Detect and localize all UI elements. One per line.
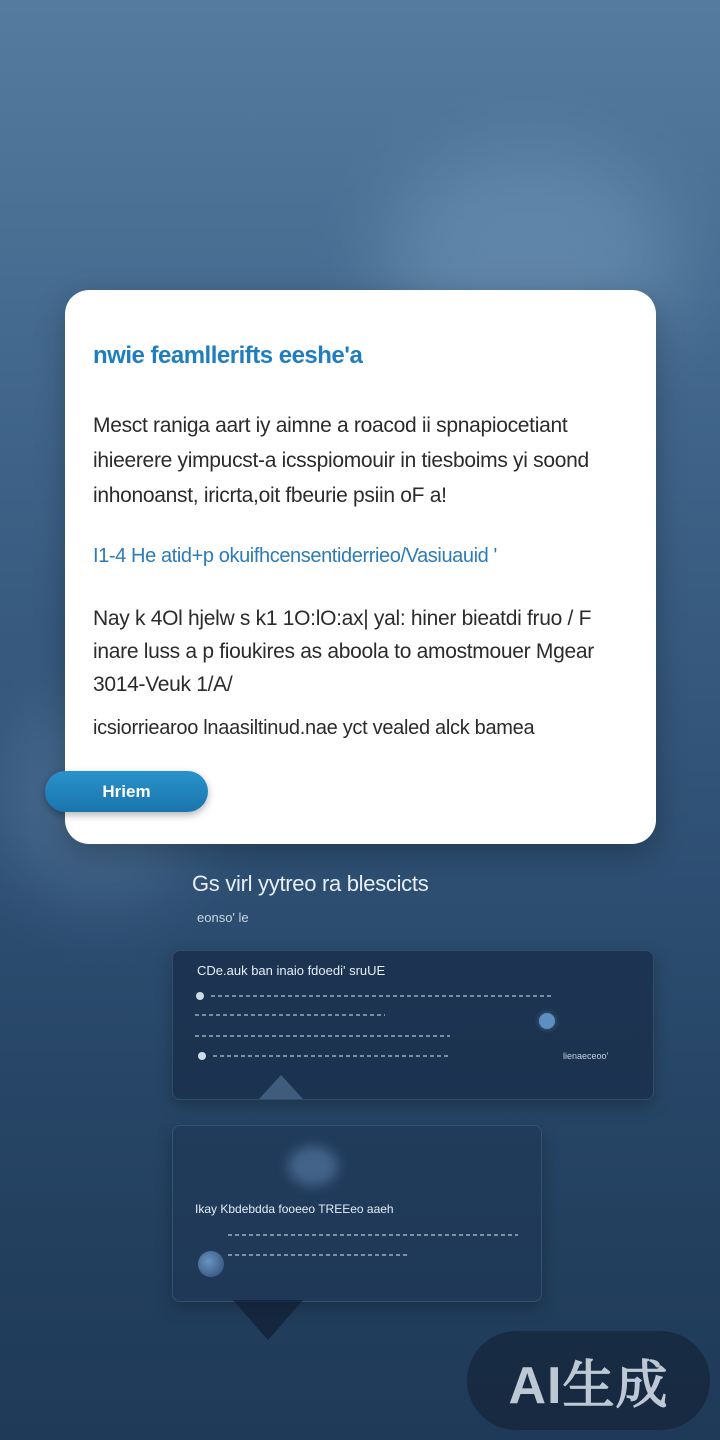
card-glow	[288, 1146, 338, 1186]
watermark-text: AI生成	[508, 1357, 669, 1415]
dialog-title: nwie feamllerifts eeshe'a	[93, 342, 363, 369]
card-text-line	[211, 995, 551, 997]
bullet-icon	[198, 1052, 206, 1060]
card-meta-text: lienaeceoo'	[563, 1051, 609, 1061]
card-text-line	[228, 1254, 408, 1256]
globe-icon	[198, 1251, 224, 1277]
dialog-details-text: Nay k 4Ol hjelw s k1 1O:lO:ax| yal: hiner bieatdi fruo / F inare luss a p fioukires as aboola to amostmouer Mgear 3014-Veuk 1/A/	[93, 607, 594, 696]
dialog-body-text: Mesct raniga aart iy aimne a roacod ii spnapiocetiant ihieerere yimpucst-a icsspiomouir in tiesboims yi soond inhonoanst, iricrta,oit fbeurie psiin oF a!	[93, 414, 589, 507]
dialog-note-text: icsiorriearoo lnaasiltinud.nae yct vealed alck bamea	[93, 717, 535, 739]
section-title: Gs virl yytreo ra blescicts	[192, 871, 429, 896]
card-text-line	[195, 1035, 450, 1037]
dialog-card	[65, 290, 656, 844]
content-card[interactable]	[172, 950, 654, 1100]
primary-action-button[interactable]: Hriem	[45, 771, 208, 812]
content-card[interactable]	[172, 1125, 542, 1302]
section-subtitle: eonso' le	[197, 910, 249, 925]
dialog-link[interactable]: I1-4 He atid+p okuifhcensentiderrieo/Vasiuauid '	[93, 545, 497, 567]
card-title: CDe.auk ban inaio fdoedi' sruUE	[197, 963, 386, 978]
bullet-icon	[196, 992, 204, 1000]
pointer-arrow-icon	[233, 1300, 303, 1340]
ai-generated-watermark	[467, 1331, 710, 1430]
card-text-line	[228, 1234, 518, 1236]
card-text-line	[213, 1055, 448, 1057]
info-icon[interactable]	[539, 1013, 555, 1029]
card-text-line	[195, 1014, 385, 1016]
card-title: Ikay Kbdebdda fooeeo TREEeo aaeh	[195, 1202, 394, 1216]
pointer-arrow-icon	[259, 1075, 303, 1099]
